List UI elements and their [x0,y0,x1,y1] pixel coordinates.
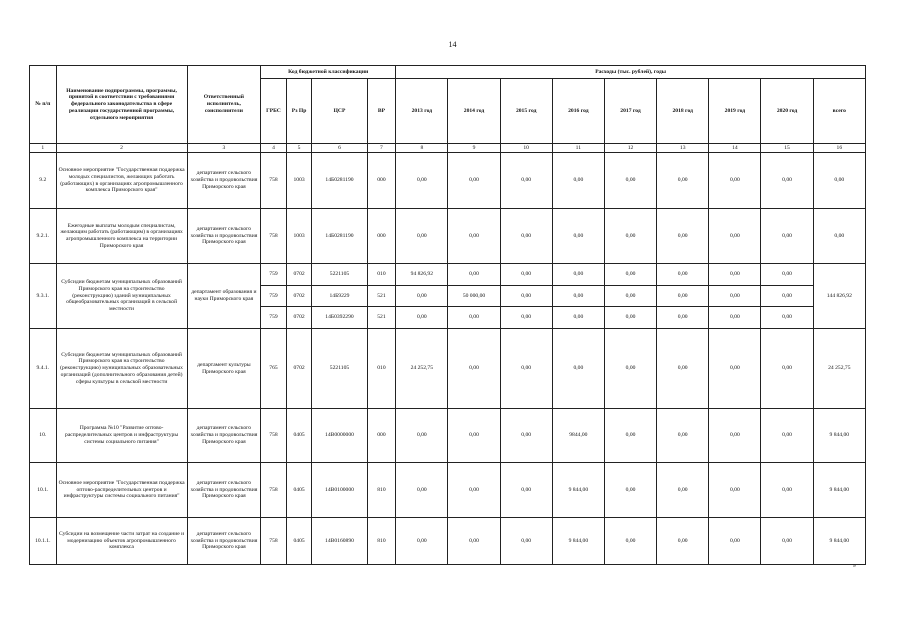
row-value: 0,00 [604,286,656,307]
row-value: 0,00 [448,307,500,329]
row-value: 9 844,00 [552,518,604,565]
row-value: 0,00 [761,153,813,209]
row-grbs: 758 [261,463,287,518]
header-rzpr: Рз Пр [286,79,312,144]
row-value: 0,00 [709,463,761,518]
row-value: 9 844,00 [552,463,604,518]
table-row-program [30,409,866,463]
column-number: 6 [312,144,367,153]
row-value: 0,00 [552,307,604,329]
row-csr: 14В0160890 [312,518,367,565]
row-vr: 000 [367,409,396,463]
column-number: 5 [286,144,312,153]
column-number: 10 [500,144,552,153]
row-value: 0,00 [761,209,813,264]
header-year: 2018 год [657,79,709,144]
row-value: 0,00 [500,409,552,463]
row-value: 0,00 [448,264,500,286]
column-number: 3 [187,144,261,153]
column-number: 9 [448,144,500,153]
row-value: 0,00 [709,307,761,329]
row-value: 0,00 [657,409,709,463]
row-num: 10.1.1. [30,518,57,565]
row-grbs: 759 [261,286,287,307]
header-vr: ВР [367,79,396,144]
page-number: 14 [448,40,457,49]
header-csr: ЦСР [312,79,367,144]
row-value: 0,00 [448,329,500,409]
row-value: 0,00 [396,518,448,565]
header-year: 2020 год [761,79,813,144]
header-num: № п/п [30,66,57,144]
budget-table [29,65,866,565]
row-responsible: департамент сельского хозяйства и продовольствия Приморского края [187,209,261,264]
row-value: 0,00 [761,307,813,329]
row-vr: 521 [367,307,396,329]
column-number: 15 [761,144,813,153]
row-value: 0,00 [657,264,709,286]
row-csr: 5221105 [312,329,367,409]
column-number: 1 [30,144,57,153]
row-total: 0,00 [813,153,865,209]
header-responsible: Ответственный исполнитель, соисполнители [187,66,261,144]
header-grbs: ГРБС [261,79,287,144]
row-value: 0,00 [448,209,500,264]
row-rzpr: 0405 [286,409,312,463]
row-rzpr: 0702 [286,264,312,286]
row-grbs: 759 [261,307,287,329]
row-value: 0,00 [552,209,604,264]
row-name: Программа №10 "Развитие оптово-распределительных центров и инфраструктуры системы социального питания" [56,409,187,463]
row-value: 9844,00 [552,409,604,463]
row-vr: 810 [367,518,396,565]
row-name: Ежегодные выплаты молодым специалистам, желающим работать (работающим) в организациях агропромышленного комплекса на территории Приморского края [56,209,187,264]
table-row [30,463,866,518]
header-year: 2019 год [709,79,761,144]
row-value: 0,00 [552,329,604,409]
row-grbs: 765 [261,329,287,409]
row-name: Основное мероприятие "Государственная поддержка молодых специалистов, желающих работать (работающих) в организациях агропромышленного комплекса Приморского края" [56,153,187,209]
row-rzpr: 0702 [286,286,312,307]
row-num: 9.2.1. [30,209,57,264]
row-value: 0,00 [604,264,656,286]
row-value: 0,00 [448,463,500,518]
row-value: 0,00 [604,409,656,463]
row-rzpr: 1003 [286,153,312,209]
row-num: 9.4.1. [30,329,57,409]
column-numbers-row [30,144,866,153]
row-value: 0,00 [709,286,761,307]
row-value: 0,00 [396,409,448,463]
header-year: 2015 год [500,79,552,144]
row-value: 0,00 [657,286,709,307]
table-row [30,264,866,286]
row-value: 0,00 [709,264,761,286]
row-value: 0,00 [500,209,552,264]
column-number: 13 [657,144,709,153]
row-value: 0,00 [500,463,552,518]
row-rzpr: 0405 [286,463,312,518]
header-total: всего [813,79,865,144]
row-value: 0,00 [761,286,813,307]
row-responsible: департамент сельского хозяйства и продовольствия Приморского края [187,409,261,463]
row-csr: 14Б0281190 [312,209,367,264]
row-grbs: 758 [261,409,287,463]
row-responsible: департамент сельского хозяйства и продовольствия Приморского края [187,463,261,518]
row-value: 0,00 [604,209,656,264]
row-grbs: 759 [261,264,287,286]
table-row [30,329,866,409]
column-number: 8 [396,144,448,153]
row-value: 0,00 [709,409,761,463]
row-value: 0,00 [396,153,448,209]
row-vr: 810 [367,463,396,518]
row-value: 0,00 [448,518,500,565]
row-csr: 5221105 [312,264,367,286]
row-value: 0,00 [448,153,500,209]
row-value: 0,00 [396,286,448,307]
row-total: 9 844,00 [813,409,865,463]
table-row [30,153,866,209]
row-value: 0,00 [761,518,813,565]
row-num: 9.2 [30,153,57,209]
row-total: 9 844,00 [813,518,865,565]
row-value: 0,00 [552,153,604,209]
row-csr: 14Б9229 [312,286,367,307]
row-value: 50 000,00 [448,286,500,307]
row-value: 0,00 [657,307,709,329]
row-value: 0,00 [500,153,552,209]
row-vr: 010 [367,329,396,409]
row-value: 0,00 [500,307,552,329]
row-total: 0,00 [813,209,865,264]
row-value: 0,00 [604,463,656,518]
row-total: 144 826,92 [813,264,865,329]
row-name: Субсидии бюджетам муниципальных образований Приморского края на строительство (реконструкцию) муниципальных образовательных организаций (дополнительного образования детей) сферы культуры в сельской местности [56,329,187,409]
row-value: 0,00 [500,518,552,565]
column-number: 11 [552,144,604,153]
row-value: 0,00 [761,409,813,463]
row-csr: 14В0100000 [312,463,367,518]
column-number: 7 [367,144,396,153]
row-value: 0,00 [657,209,709,264]
row-value: 0,00 [500,286,552,307]
row-responsible: департамент сельского хозяйства и продовольствия Приморского края [187,153,261,209]
row-responsible: департамент культуры Приморского края [187,329,261,409]
row-value: 0,00 [396,209,448,264]
header-year: 2016 год [552,79,604,144]
column-number: 14 [709,144,761,153]
row-num: 10. [30,409,57,463]
row-total: 9 844,00 [813,463,865,518]
row-name: Субсидии бюджетам муниципальных образований Приморского края на строительство (реконструкцию) зданий муниципальных общеобразовательных организаций в сельской местности [56,264,187,329]
row-name: Основное мероприятие "Государственная поддержка оптово-распределительных центров и инфраструктуры системы социального питания" [56,463,187,518]
row-value: 0,00 [761,463,813,518]
table-row [30,209,866,264]
header-costs-group: Расходы (тыс. рублей), годы [396,66,866,79]
row-value: 0,00 [709,518,761,565]
row-num: 10.1. [30,463,57,518]
row-value: 0,00 [552,264,604,286]
row-name: Субсидии на возмещение части затрат на создание и модернизацию объектов агропромышленного комплекса [56,518,187,565]
row-csr: 14Б0281190 [312,153,367,209]
row-responsible: департамент сельского хозяйства и продовольствия Приморского края [187,518,261,565]
column-number: 4 [261,144,287,153]
row-value: 0,00 [761,329,813,409]
row-rzpr: 1003 [286,209,312,264]
header-year: 2013 год [396,79,448,144]
row-vr: 000 [367,209,396,264]
row-total: 24 252,75 [813,329,865,409]
row-value: 0,00 [500,264,552,286]
header-name: Наименование подпрограммы, программы, принятой в соответствии с требованиями федерального законодательства в сфере реализации государственной программы, отдельного мероприятия [56,66,187,144]
row-num: 9.3.1. [30,264,57,329]
row-value: 0,00 [709,153,761,209]
row-rzpr: 0702 [286,307,312,329]
row-value: 0,00 [448,409,500,463]
row-csr: 14Б0392290 [312,307,367,329]
table-row [30,518,866,565]
row-vr: 000 [367,153,396,209]
row-value: 0,00 [761,264,813,286]
column-number: 12 [604,144,656,153]
header-year: 2014 год [448,79,500,144]
row-vr: 010 [367,264,396,286]
row-value: 0,00 [657,153,709,209]
row-value: 0,00 [709,329,761,409]
row-value: 0,00 [396,463,448,518]
row-value: 0,00 [604,307,656,329]
row-value: 0,00 [396,307,448,329]
row-value: 0,00 [552,286,604,307]
row-vr: 521 [367,286,396,307]
row-value: 0,00 [657,463,709,518]
row-value: 0,00 [604,518,656,565]
row-value: 24 252,75 [396,329,448,409]
corner-mark: » [853,563,856,569]
row-value: 94 826,92 [396,264,448,286]
row-csr: 14В0000000 [312,409,367,463]
row-grbs: 758 [261,209,287,264]
row-value: 0,00 [500,329,552,409]
header-budget-code-group: Код бюджетной классификации [261,66,396,79]
column-number: 2 [56,144,187,153]
row-value: 0,00 [709,209,761,264]
row-value: 0,00 [604,329,656,409]
row-value: 0,00 [657,518,709,565]
row-grbs: 758 [261,518,287,565]
row-grbs: 758 [261,153,287,209]
header-year: 2017 год [604,79,656,144]
row-value: 0,00 [657,329,709,409]
row-rzpr: 0405 [286,518,312,565]
row-value: 0,00 [604,153,656,209]
column-number: 16 [813,144,865,153]
row-rzpr: 0702 [286,329,312,409]
row-responsible: департамент образования и науки Приморского края [187,264,261,329]
